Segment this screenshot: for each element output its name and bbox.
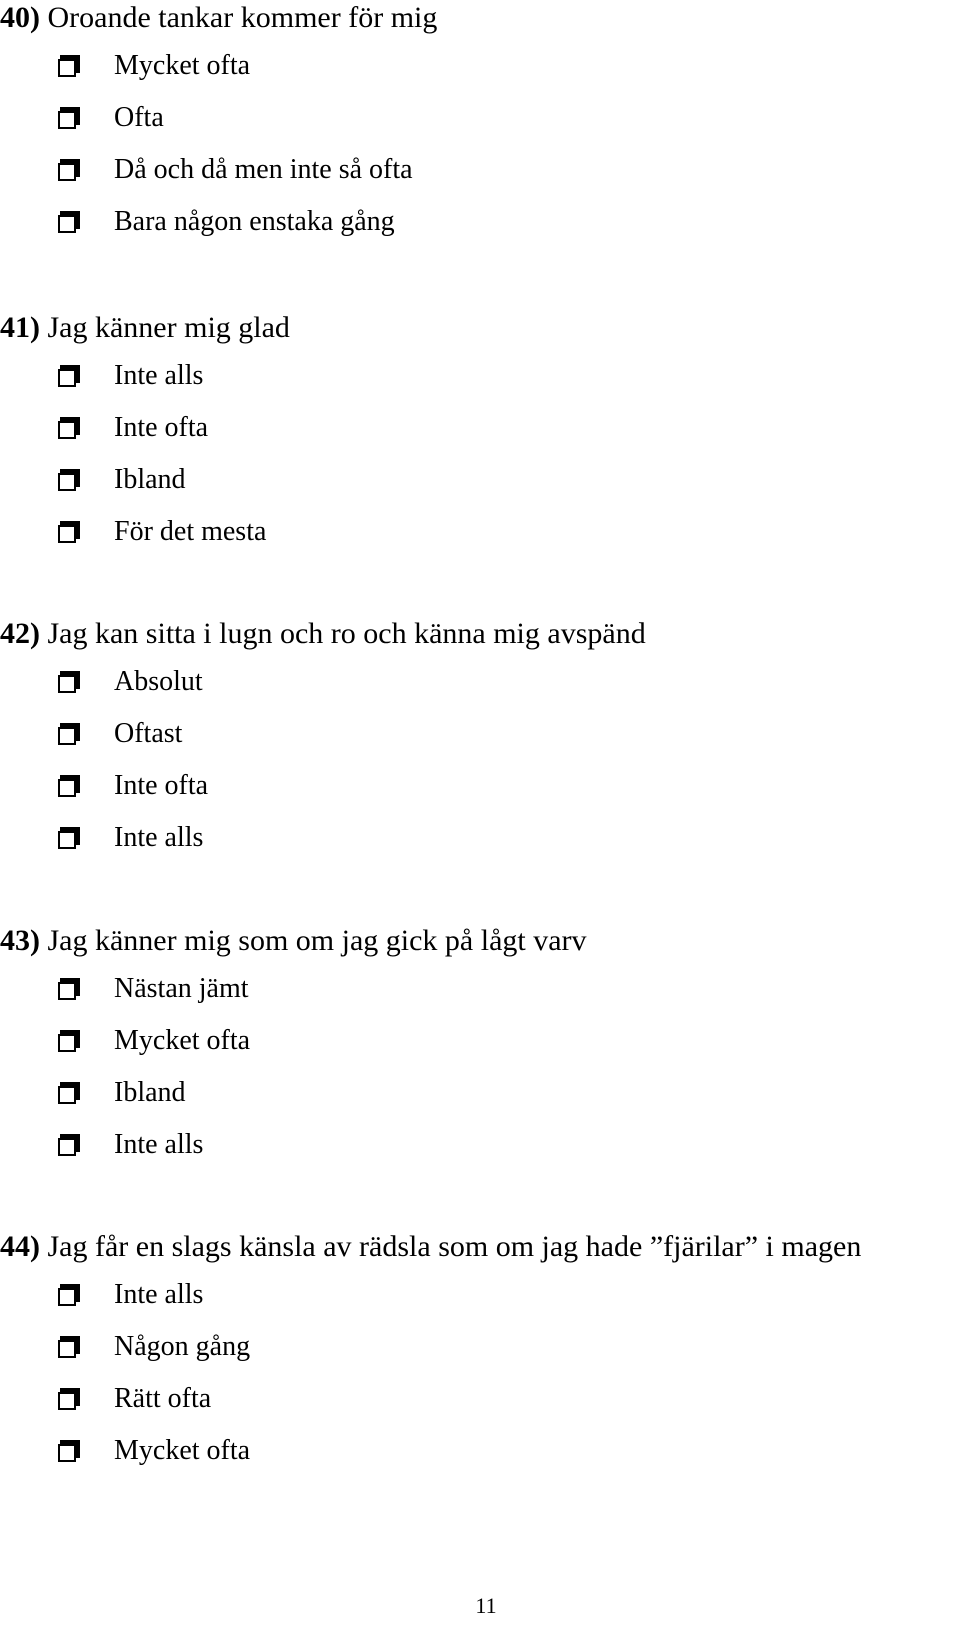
option-label: Bara någon enstaka gång: [114, 206, 395, 237]
option-label: Inte ofta: [114, 770, 209, 801]
checkbox-icon[interactable]: [58, 469, 80, 491]
option-nastan-jamt[interactable]: [58, 971, 249, 1007]
question-text: Jag känner mig glad: [47, 311, 290, 344]
question-number: 41): [0, 311, 40, 344]
option-inte-ofta[interactable]: [58, 768, 208, 804]
option-inte-alls[interactable]: [58, 1127, 203, 1163]
question-heading: [0, 616, 646, 652]
checkbox-icon[interactable]: [58, 521, 80, 543]
checkbox-icon[interactable]: [58, 1336, 80, 1358]
option-inte-alls[interactable]: [58, 820, 203, 856]
option-absolut[interactable]: [58, 664, 203, 700]
option-label: Mycket ofta: [114, 1435, 251, 1466]
option-label: Ibland: [114, 464, 186, 495]
option-ratt-ofta[interactable]: [58, 1381, 211, 1417]
option-mycket-ofta[interactable]: [58, 1433, 250, 1469]
checkbox-icon[interactable]: [58, 1082, 80, 1104]
option-label: Rätt ofta: [114, 1383, 212, 1414]
question-text: Oroande tankar kommer för mig: [47, 1, 438, 34]
checkbox-icon[interactable]: [58, 1388, 80, 1410]
option-label: Någon gång: [114, 1331, 251, 1362]
option-ofta[interactable]: [58, 100, 164, 136]
checkbox-icon[interactable]: [58, 1030, 80, 1052]
option-ibland[interactable]: [58, 462, 186, 498]
checkbox-icon[interactable]: [58, 671, 80, 693]
checkbox-icon[interactable]: [58, 365, 80, 387]
checkbox-icon[interactable]: [58, 1284, 80, 1306]
checkbox-icon[interactable]: [58, 775, 80, 797]
checkbox-icon[interactable]: [58, 1440, 80, 1462]
option-label: Ibland: [114, 1077, 186, 1108]
option-inte-alls[interactable]: [58, 358, 203, 394]
option-label: Inte alls: [114, 360, 204, 391]
option-label: Oftast: [114, 718, 183, 749]
question-text: Jag känner mig som om jag gick på lågt varv: [47, 924, 587, 957]
option-nagon-gang[interactable]: [58, 1329, 250, 1365]
option-label: Inte alls: [114, 1279, 204, 1310]
checkbox-icon[interactable]: [58, 827, 80, 849]
question-number: 43): [0, 924, 40, 957]
option-label: Ofta: [114, 102, 164, 133]
checkbox-icon[interactable]: [58, 211, 80, 233]
option-ibland[interactable]: [58, 1075, 186, 1111]
checkbox-icon[interactable]: [58, 55, 80, 77]
option-label: Inte alls: [114, 1129, 204, 1160]
checkbox-icon[interactable]: [58, 723, 80, 745]
question-heading: [0, 1229, 861, 1265]
checkbox-icon[interactable]: [58, 159, 80, 181]
option-label: Mycket ofta: [114, 50, 251, 81]
question-number: 42): [0, 617, 40, 650]
question-heading: [0, 310, 290, 346]
option-mycket-ofta[interactable]: [58, 48, 250, 84]
checkbox-icon[interactable]: [58, 978, 80, 1000]
option-oftast[interactable]: [58, 716, 182, 752]
option-label: Inte alls: [114, 822, 204, 853]
option-label: Absolut: [114, 666, 203, 697]
option-inte-alls[interactable]: [58, 1277, 203, 1313]
question-text: Jag kan sitta i lugn och ro och känna mig avspänd: [47, 617, 646, 650]
option-label: För det mesta: [114, 516, 267, 547]
option-inte-ofta[interactable]: [58, 410, 208, 446]
question-number: 44): [0, 1230, 40, 1263]
option-for-det-mesta[interactable]: [58, 514, 266, 550]
question-heading: [0, 0, 437, 36]
option-da-och-da[interactable]: [58, 152, 413, 188]
checkbox-icon[interactable]: [58, 417, 80, 439]
option-mycket-ofta[interactable]: [58, 1023, 250, 1059]
option-label: Inte ofta: [114, 412, 209, 443]
question-heading: [0, 923, 587, 959]
option-bara-nagon-enstaka-gang[interactable]: [58, 204, 395, 240]
checkbox-icon[interactable]: [58, 1134, 80, 1156]
question-text: Jag får en slags känsla av rädsla som om jag hade ”fjärilar” i magen: [47, 1230, 862, 1263]
option-label: Mycket ofta: [114, 1025, 251, 1056]
option-label: Nästan jämt: [114, 973, 249, 1004]
checkbox-icon[interactable]: [58, 107, 80, 129]
page-number: 11: [475, 1593, 497, 1618]
option-label: Då och då men inte så ofta: [114, 154, 413, 185]
question-number: 40): [0, 1, 40, 34]
